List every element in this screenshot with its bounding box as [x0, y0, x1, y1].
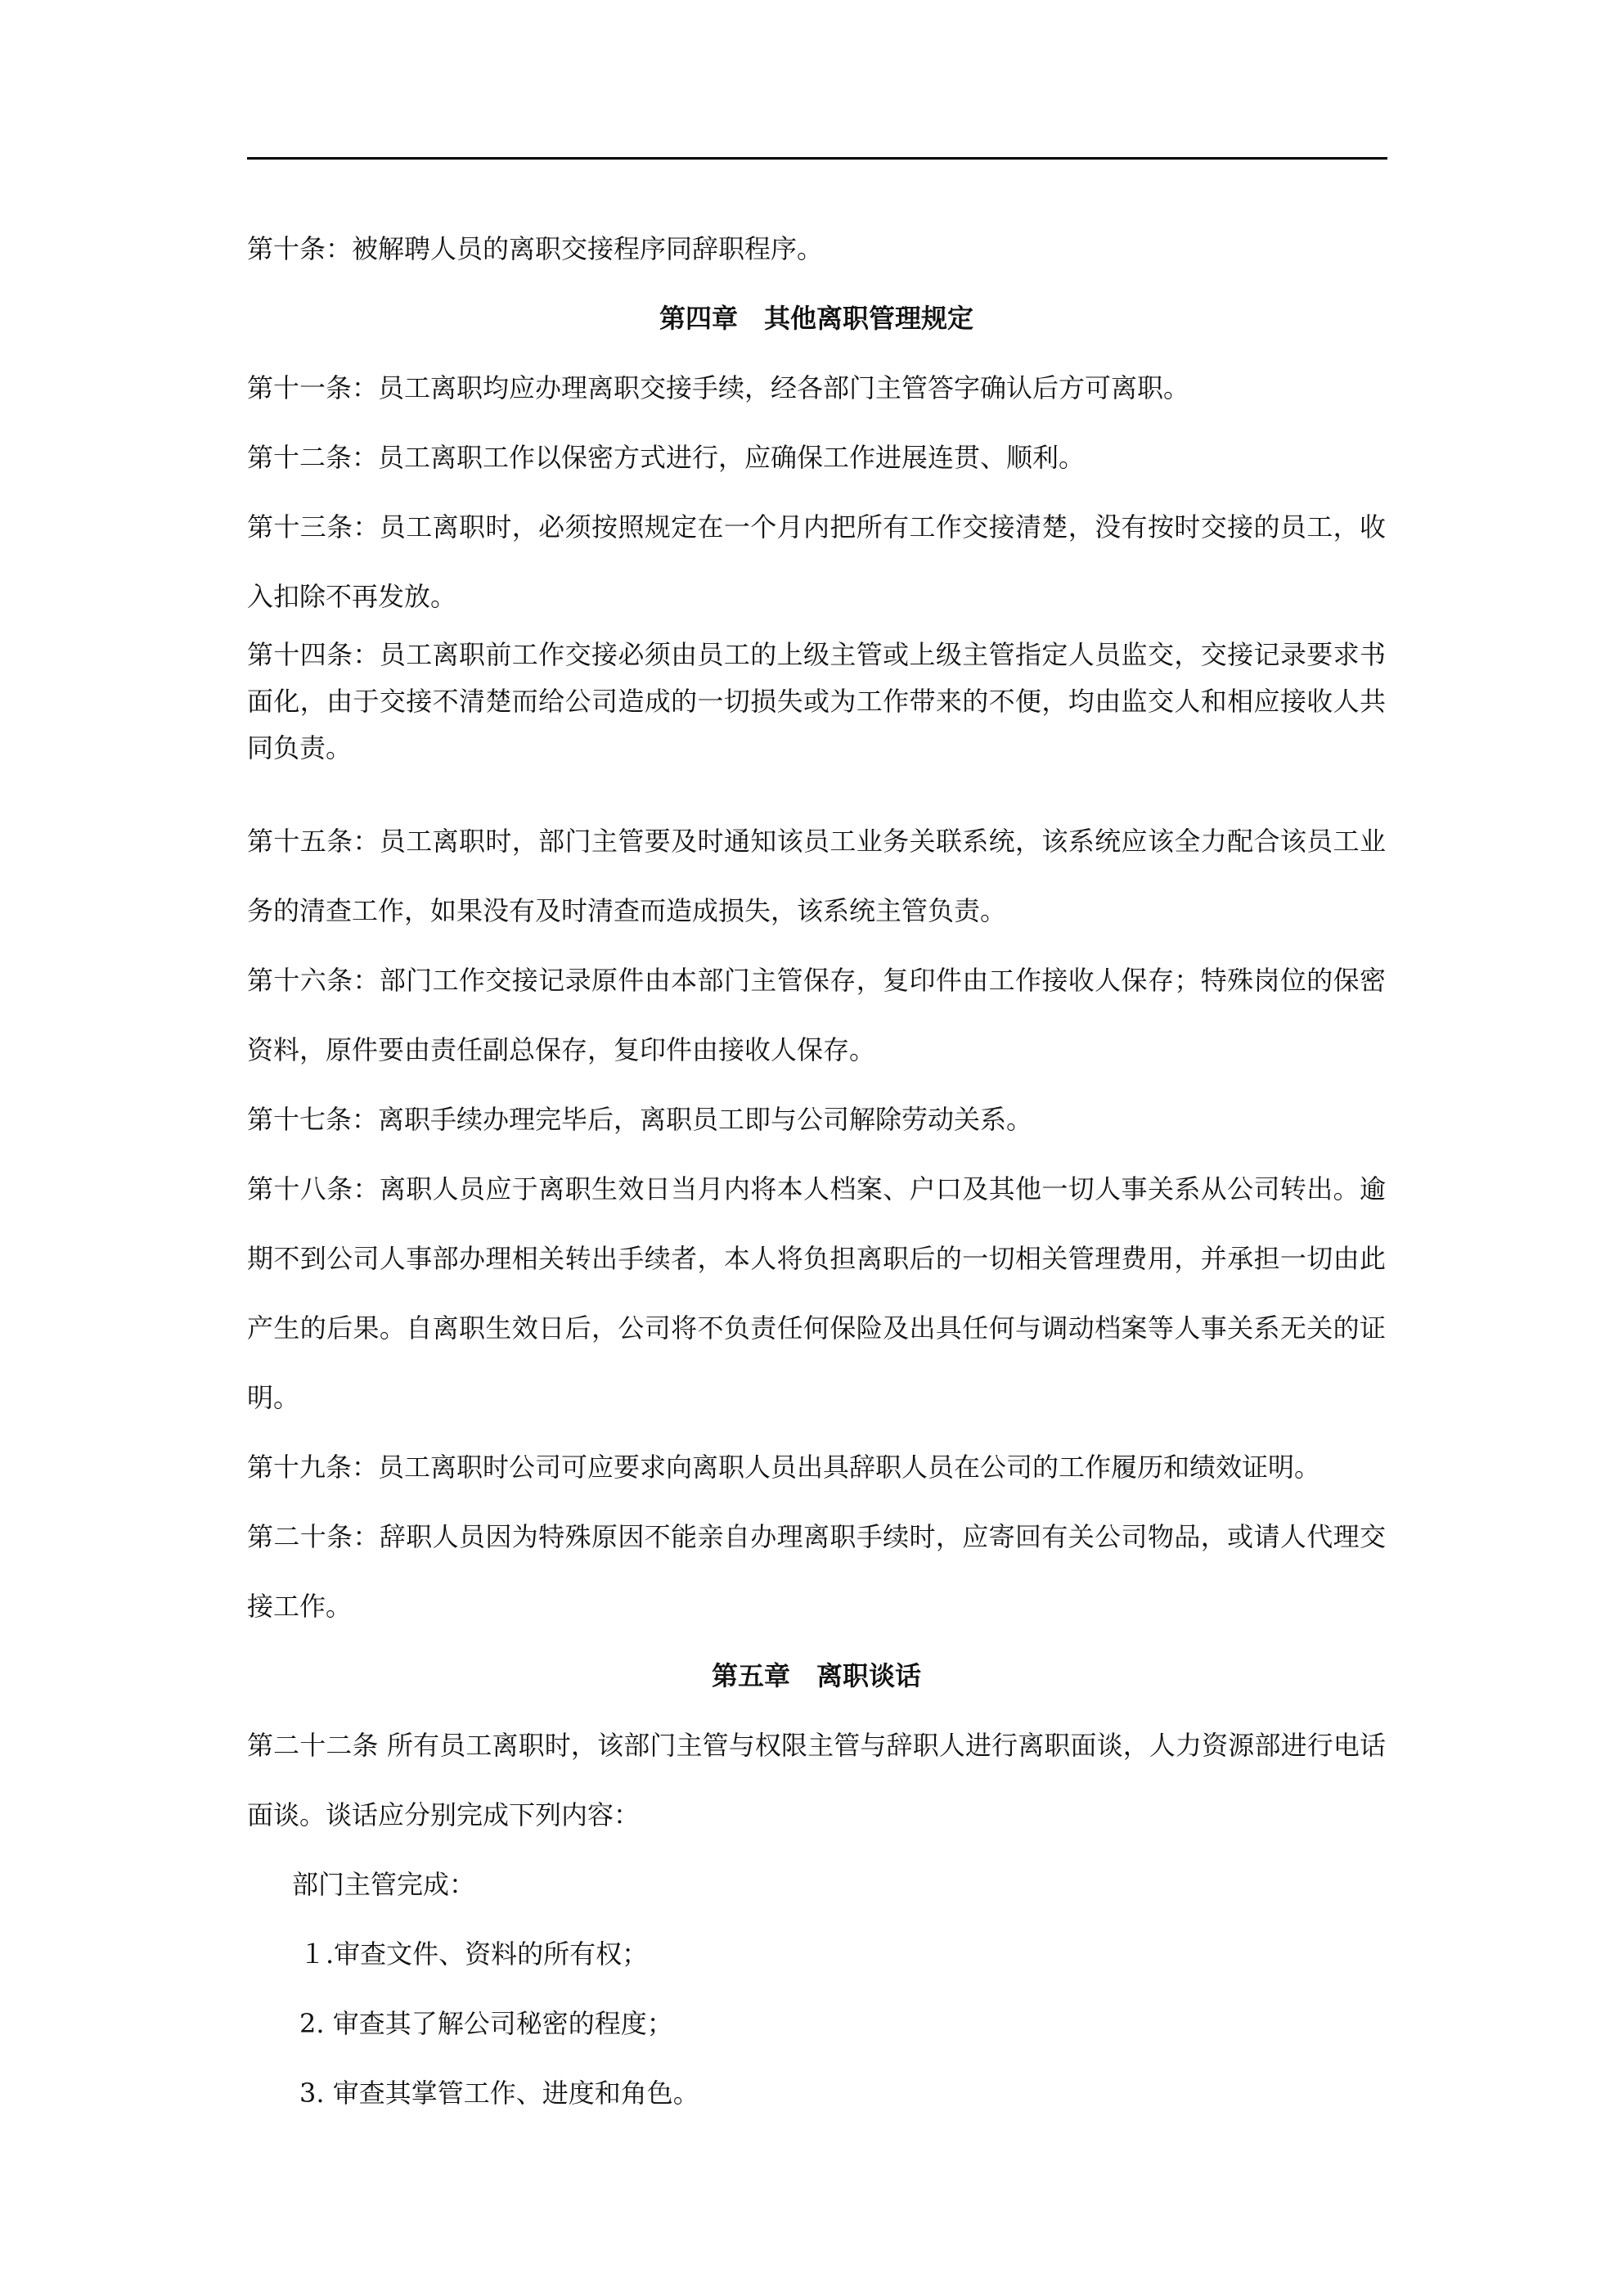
header-rule: [247, 157, 1387, 160]
article-22: 第二十二条 所有员工离职时，该部门主管与权限主管与辞职人进行离职面谈，人力资源部进行电话面谈。谈话应分别完成下列内容：: [247, 1730, 1386, 1830]
chapter-5-heading: 第五章 离职谈话: [711, 1660, 921, 1691]
department-manager-label: 部门主管完成：: [292, 1869, 476, 1900]
article-15: 第十五条：员工离职时，部门主管要及时通知该员工业务关联系统，该系统应该全力配合该员工业务的清查工作，如果没有及时清查而造成损失，该系统主管负责。: [247, 826, 1386, 926]
article-13: 第十三条：员工离职时，必须按照规定在一个月内把所有工作交接清楚，没有按时交接的员工，收入扣除不再发放。: [247, 511, 1386, 612]
list-item-3: 3. 审查其掌管工作、进度和角色。: [299, 2078, 699, 2109]
article-20: 第二十条：辞职人员因为特殊原因不能亲自办理离职手续时，应寄回有关公司物品，或请人代理交接工作。: [247, 1521, 1386, 1622]
article-12: 第十二条：员工离职工作以保密方式进行，应确保工作进展连贯、顺利。: [247, 442, 1086, 473]
document-body: [247, 214, 1386, 2128]
article-18: 第十八条：离职人员应于离职生效日当月内将本人档案、户口及其他一切人事关系从公司转出。逾期不到公司人事部办理相关转出手续者，本人将负担离职后的一切相关管理费用，并承担一切由此产生的后果。自离职生效日后，公司将不负责任何保险及出具任何与调动档案等人事关系无关的证明。: [247, 1173, 1386, 1413]
article-14: 第十四条：员工离职前工作交接必须由员工的上级主管或上级主管指定人员监交，交接记录要求书面化，由于交接不清楚而给公司造成的一切损失或为工作带来的不便，均由监交人和相应接收人共同负责。: [247, 639, 1386, 763]
list-item-1: １.审查文件、资料的所有权；: [299, 1938, 649, 1970]
chapter-4-heading: 第四章 其他离职管理规定: [659, 303, 973, 334]
article-10: 第十条：被解聘人员的离职交接程序同辞职程序。: [247, 233, 824, 264]
list-item-2: 2. 审查其了解公司秘密的程度；: [299, 2008, 673, 2039]
article-17: 第十七条：离职手续办理完毕后，离职员工即与公司解除劳动关系。: [247, 1104, 1033, 1135]
article-16: 第十六条：部门工作交接记录原件由本部门主管保存，复印件由工作接收人保存；特殊岗位的保密资料，原件要由责任副总保存，复印件由接收人保存。: [247, 965, 1386, 1065]
article-19: 第十九条：员工离职时公司可应要求向离职人员出具辞职人员在公司的工作履历和绩效证明。: [247, 1452, 1321, 1483]
article-11: 第十一条：员工离职均应办理离职交接手续，经各部门主管答字确认后方可离职。: [247, 372, 1190, 403]
